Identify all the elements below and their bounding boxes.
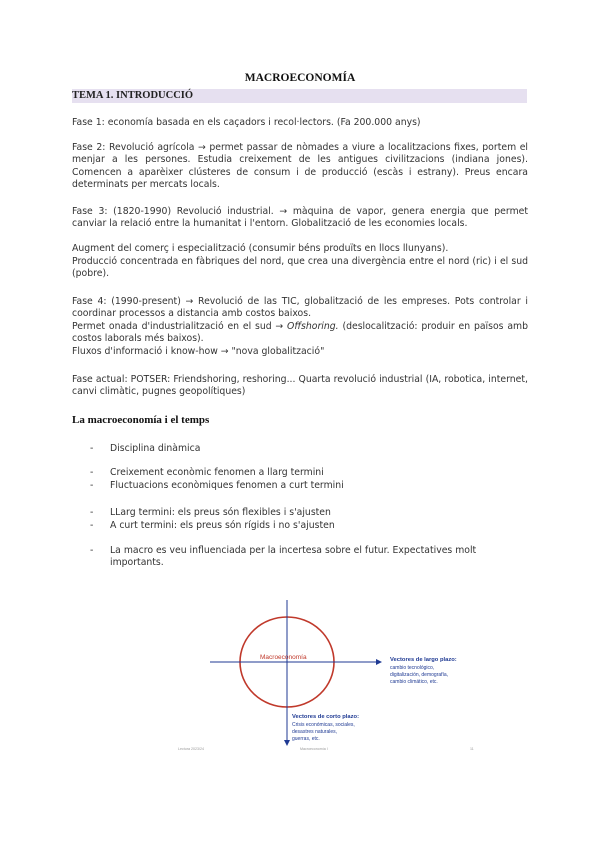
paragraph-fase4c: Fluxos d'informació i know-how → "nova globalització" (72, 346, 325, 357)
paragraph-fase2: Fase 2: Revolució agrícola → permet passar de nòmades a viure a localitzacions fixes, portem el menjar a les persones. Estudia creixement de les antigues civilitzacions (indiana jones). Comencen a aparèixer clústeres de consum i de producció (escàs i estrany). Preus encara determinats per mercats locals. (72, 142, 528, 191)
paragraph-fase3c: Producció concentrada en fàbriques del nord, que crea una divergència entre el nord (ric) i el sud (pobre). (72, 256, 528, 280)
bullet-dash: - (90, 507, 94, 518)
paragraph-fase4a: Fase 4: (1990-present) → Revolució de las TIC, globalització de les empreses. Pots controlar i coordinar processos a distancia amb costos baixos. (72, 296, 528, 320)
slide-footer-middle: Macroeconomía I (300, 747, 328, 751)
long-term-line: digitalización, demografía, (390, 672, 449, 678)
macro-diagram (172, 594, 492, 754)
long-term-line: cambio climático, etc. (390, 679, 438, 685)
bullet-item (90, 443, 528, 455)
bullet-item (90, 507, 528, 519)
slide-page-number: 11 (470, 747, 474, 751)
bullet-text: Creixement econòmic fenomen a llarg termini (110, 467, 324, 478)
section-title: TEMA 1. INTRODUCCIÓ (72, 90, 194, 101)
paragraph-fase-actual: Fase actual: POTSER: Friendshoring, reshoring... Quarta revolució industrial (IA, robotica, internet, canvi climàtic, pugnes geopolítiques) (72, 374, 528, 398)
paragraph-fase1: Fase 1: economía basada en els caçadors i recol·lectors. (Fa 200.000 anys) (72, 117, 421, 128)
paragraph-fase3a: Fase 3: (1820-1990) Revolució industrial. → màquina de vapor, genera energia que permet canviar la relació entre la humanitat i l'entorn. Globalització de les economies locals. (72, 206, 528, 230)
bullet-item (90, 467, 528, 479)
center-label: Macroeconomía (260, 654, 307, 661)
macro-diagram-svg (172, 594, 492, 754)
bullet-text: A curt termini: els preus són rígids i no s'ajusten (110, 520, 335, 531)
short-term-title: Vectores de corto plazo: (292, 714, 360, 720)
short-term-line: Crisis económicas, sociales, (292, 722, 355, 728)
slide-footer-left: Lectura 2023/24 (178, 747, 204, 751)
subheading-macro-temps: La macroeconomía i el temps (72, 414, 210, 426)
paragraph-fase3b: Augment del comerç i especialització (consumir béns produïts en llocs llunyans). (72, 243, 449, 254)
bullet-dash: - (90, 545, 94, 556)
short-term-line: desastres naturales, (292, 729, 338, 735)
long-term-line: cambio tecnológico, (390, 665, 435, 671)
vertical-axis-arrow-icon (284, 740, 290, 746)
document-title: MACROECONOMÍA (244, 72, 356, 84)
bullet-dash: - (90, 480, 94, 491)
paragraph-fase4b (72, 321, 528, 346)
long-term-title: Vectores de largo plazo: (390, 657, 457, 663)
bullet-dash: - (90, 443, 94, 454)
bullet-text: La macro es veu influenciada per la incertesa sobre el futur. Expectatives molt importants. (110, 545, 477, 569)
bullet-dash: - (90, 520, 94, 531)
bullet-text: Fluctuacions econòmiques fenomen a curt termini (110, 480, 344, 491)
bullet-item (90, 520, 528, 532)
bullet-item (90, 545, 528, 570)
bullet-item (90, 480, 528, 492)
horizontal-axis-arrow-icon (376, 659, 382, 665)
bullet-text: Disciplina dinàmica (110, 443, 201, 454)
fase4b-text-pre: Permet onada d'industrialització en el sud → (72, 321, 288, 332)
bullet-dash: - (90, 467, 94, 478)
fase4b-text-post: (deslocalització: produir en països amb costos laborals més baixos). (72, 321, 528, 345)
bullet-text: LLarg termini: els preus són flexibles i s'ajusten (110, 507, 331, 518)
offshoring-term: Offshoring. (287, 321, 339, 332)
short-term-line: guerras, etc. (292, 736, 320, 742)
